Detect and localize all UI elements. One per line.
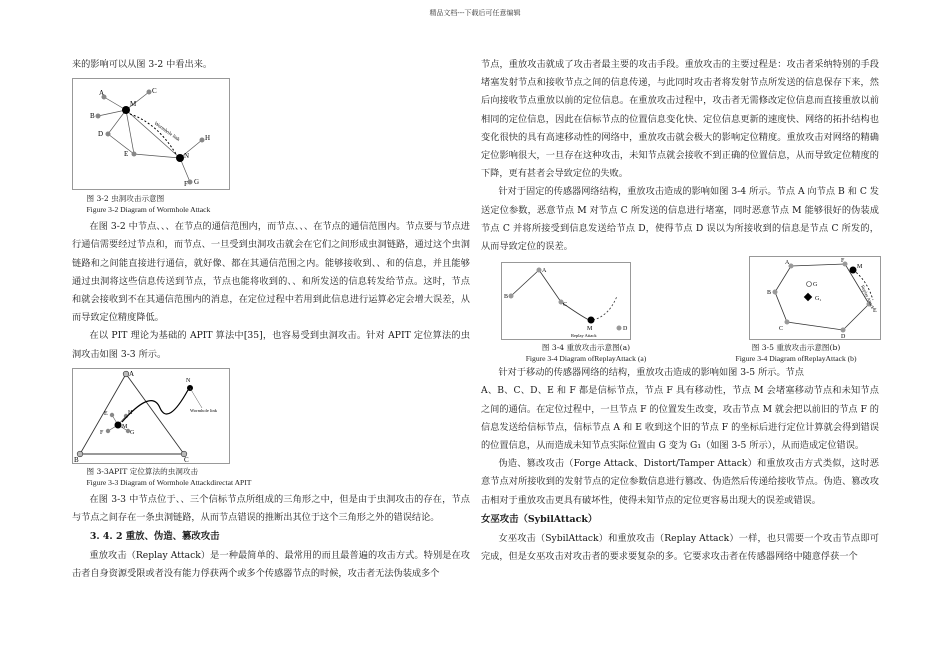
node-e-label: E [104,410,108,417]
node-n-label: N [184,152,190,161]
replay-attack-tag: Replay Attack [571,333,597,339]
fig-3-3-caption-en: Figure 3-3 Diagram of Wormhole Attackdirectat APIT [86,477,252,487]
figure-3-3 [72,368,230,466]
node-b-label: B [504,294,509,301]
node-b-label: B [767,290,772,297]
fig-3-5-captions [711,342,881,364]
replay-attack-diagram-b [749,256,881,340]
node-e-label: E [873,308,877,315]
node-d-label: D [623,326,628,333]
node-h-label: H [205,134,211,143]
fig-3-4-caption-en: Figure 3-4 Diagram ofReplayAttack (a) [525,354,647,364]
fig-3-3-caption-cn: 图 3-3APIT 定位算法的虫洞攻击 [86,466,199,476]
paragraph-fig33-explanation: 在图 3-3 中节点位于、、三个信标节点所组成的三角形之中，但是由于虫洞攻击的存在，节点与节点之间存在一条虫洞链路，从而节点错误的推断出其位于这个三角形之外的错误结论。 [72,493,470,524]
node-b-label: B [90,112,95,121]
paragraph-forge-tamper: 伪造、篡改攻击（Forge Attack、Distort/Tamper Attack）和重放攻击方式类似，这时恶意节点对所接收到的发射节点的定位参数信息进行篡改、伪造然后传递给接收节点。伪造、篡改攻击相对于重放攻击更具有破坏性，使得未知节点的定位更容易出现大的误差或错误。 [481,458,879,506]
node-a-label: A [542,268,547,275]
fig-3-4-captions [501,342,671,364]
node-f-label: F [841,258,845,265]
figure-3-2 [72,78,230,193]
apit-wormhole-diagram [72,368,230,464]
node-c-label: C [152,87,157,96]
fig-3-4-caption-cn: 图 3-4 重放攻击示意图(a) [541,343,631,353]
node-g1-label: G₁ [815,296,822,303]
node-m-label: M [857,264,863,271]
fig-3-2-caption-cn: 图 3-2 虫洞攻击示意图 [86,194,165,204]
node-f-label: F [184,180,188,189]
node-e-label: E [124,150,129,159]
paragraph-fig32-explanation: 在图 3-2 中节点、、、在节点的通信范围内，而节点、、、在节点的通信范围内。节点要与节点进行通信需要经过节点和，而节点、一旦受到虫洞攻击就会在它们之间形成虫洞链路，通过这个虫洞链路和之间能直接进行通信，就好像、都在其通信范围之内。能够接收到、、和的信息，并且能够通过虫洞将这些信息传送到节点，节点也能将收到的、、和所发送的信息转发给节点。这时，节点和就会接收到不在其通信范围内的消息，在定位过程中若用到此信息进行运算必定会增大误差，从而导致定位精度降低。 [72,221,470,324]
node-g-label: G [130,429,135,436]
node-m-label: M [130,100,137,109]
beacon-b-label: B [74,455,79,464]
page-header: 精品文档---下载后可任意编辑 [429,9,521,17]
intro-text: 来的影响可以从图 3-2 中看出来。 [72,59,213,70]
wormhole-link-label: Wormhole link [152,121,181,144]
left-column [72,56,470,584]
node-a-label: A [99,89,105,98]
fig-3-2-caption-en: Figure 3-2 Diagram of Wormhole Attack [86,205,211,215]
node-m-label: M [122,423,128,430]
node-g-label: G [194,178,200,187]
fig-3-5-caption-en: Figure 3-4 Diagram ofReplayAttack (b) [735,354,857,364]
figure-3-4 [501,262,631,340]
beacon-c-label: C [184,455,189,464]
replay-attack-tag: Replay Attack [860,284,876,310]
figure-3-5 [749,256,881,340]
node-h-label: H [128,409,133,416]
paragraph-replay-attack-intro: 重放攻击（Replay Attack）是一种最简单的、最常用的而且最普遍的攻击方式。特别是在攻击者自身资源受限或者没有能力俘获两个或多个传感器节点的时候，攻击者无法伪装成多个 [72,550,470,580]
replay-attack-diagram-a [501,262,631,340]
figure-row-3-4-3-5 [501,258,881,341]
section-heading-sybil: 女巫攻击（SybilAttack） [481,513,598,525]
node-n-label: N [186,377,191,384]
section-heading-3-4-2: 3. 4. 2 重放、伪造、篡改攻击 [89,531,220,543]
node-c-label: C [563,302,568,309]
node-m-label: M [587,326,593,333]
paragraph-mobile-network-intro: 针对于移动的传感器网络的结构，重放攻击造成的影响如图 3-5 所示。节点 [498,367,804,379]
right-column [481,56,879,566]
beacon-a-label: A [129,369,135,378]
paragraph-apit-intro: 在以 PIT 理论为基础的 APIT 算法中[35]，也容易受到虫洞攻击。针对 APIT 定位算法的虫洞攻击如图 3-3 所示。 [72,330,470,360]
paragraph-sybil-attack: 女巫攻击（SybilAttack）和重放攻击（Replay Attack）一样，也只需要一个攻击节点即可完成，但是女巫攻击对攻击者的要求要复杂的多。它要求攻击者在传感器网络中随意俘获一个 [481,532,879,563]
wormhole-link-label: Wormhole link [190,407,218,413]
figure-row-captions [501,342,881,364]
node-c-label: C [779,326,784,333]
node-d-label: D [841,334,846,341]
paragraph-replay-process: 节点，重放攻击就成了攻击者最主要的攻击手段。重放攻击的主要过程是：攻击者采纳特别的手段堵塞发射节点和接收节点之间的信息传递，与此同时攻击者将发射节点所发送的信息保存下来，然后向接收节点重放以前的定位信息。在重放攻击过程中，攻击者无需修改定位信息而直接重放以前相同的定位信息，因此在信标节点的位置信息变化快、定位信息更新的速度快、网络的拓扑结构也变化很快的具有高速移动性的网络中，重放攻击就会极大的影响定位精度。重放攻击对网络的精确定位影响很大，一旦存在这种攻击，未知节点就会接收不到正确的位置信息，从而导致定位精度的下降，更有甚者会导致定位的失败。 [481,59,879,180]
wormhole-diagram [72,78,230,190]
node-f-label: F [100,429,104,436]
node-g-label: G [813,282,818,289]
node-d-label: D [98,130,104,139]
fig-3-5-caption-cn: 图 3-5 重放攻击示意图(b) [751,343,841,353]
node-a-label: A [785,260,790,267]
paragraph-mobile-network: A、B、C、D、E 和 F 都是信标节点，节点 F 具有移动性，节点 M 会堵塞移动节点和未知节点之间的通信。在定位过程中，一旦节点 F 的位置发生改变，攻击节点 M 就会把以前旧的节点 F 的信息发送给信标节点，信标节点 A 和 E 收到这个旧的节点 F 的坐标后进行定位计算就会得到错误的位置信息，从而造成未知节点实际位置由 G 变为 G₁（如图 3-5 所示），从而造成定位错误。 [481,385,879,452]
paragraph-fixed-network: 针对于固定的传感器网络结构，重放攻击造成的影响如图 3-4 所示。节点 A 向节点 B 和 C 发送定位参数，恶意节点 M 对节点 C 所发送的信息进行堵塞，同时恶意节点 M 能够很好的伪装成节点 C 并将所接受到信息发送给节点 D，使得节点 D 误以为所接收到的信息是节点 C 所发的，从而导致定位的误差。 [481,186,879,253]
